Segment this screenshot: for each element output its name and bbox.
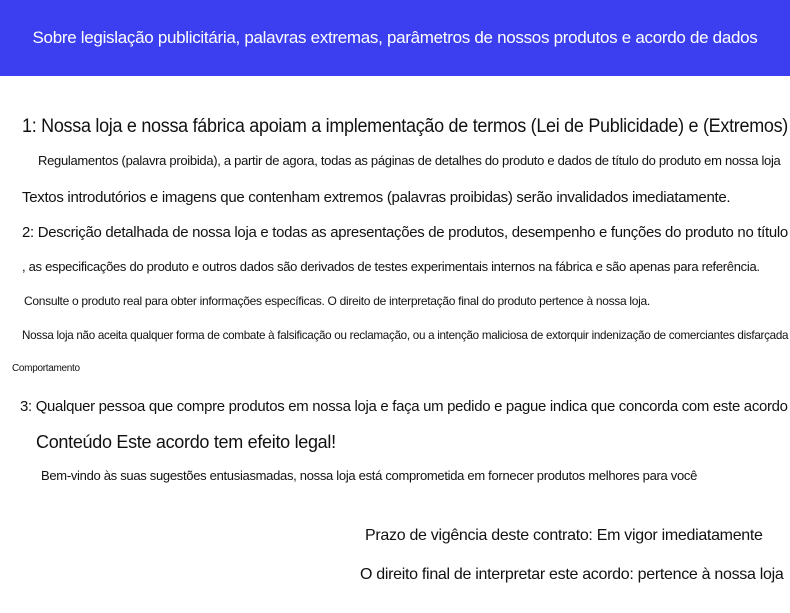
clause-1-detail: Regulamentos (palavra proibida), a partir de agora, todas as páginas de detalhes do produto e dados de título do produto em nossa loja (38, 153, 781, 168)
clause-2-heading: 2: Descrição detalhada de nossa loja e todas as apresentações de produtos, desempenho e funções do produto no título (22, 224, 788, 241)
clause-2-reference-note: Consulte o produto real para obter informações específicas. O direito de interpretação final do produto pertence à nossa loja. (24, 294, 650, 308)
final-interpretation-right: O direito final de interpretar este acordo: pertence à nossa loja (360, 566, 784, 583)
clause-1-consequence: Textos introdutórios e imagens que contenham extremos (palavras proibidas) serão invalidados imediatamente. (22, 189, 731, 206)
clause-2-detail: , as especificações do produto e outros dados são derivados de testes experimentais internos na fábrica e são apenas para referência. (22, 259, 760, 274)
clause-1-heading: 1: Nossa loja e nossa fábrica apoiam a implementação de termos (Lei de Publicidade) e (Extremos) (22, 116, 789, 137)
clause-2-complaint-note: Nossa loja não aceita qualquer forma de combate à falsificação ou reclamação, ou a intenção maliciosa de extorquir indenização de comerciantes disfarçada (22, 328, 789, 342)
clause-3-heading: 3: Qualquer pessoa que compre produtos em nossa loja e faça um pedido e pague indica que concorda com este acordo (20, 398, 788, 415)
banner-title: Sobre legislação publicitária, palavras extremas, parâmetros de nossos produtos e acordo de dados (32, 28, 758, 47)
contract-validity-term: Prazo de vigência deste contrato: Em vigor imediatamente (365, 527, 763, 544)
clause-2-behavior-word: Comportamento (12, 363, 80, 374)
welcome-suggestions-text: Bem-vindo às suas sugestões entusiasmadas, nossa loja está comprometida em fornecer produtos melhores para você (41, 468, 698, 483)
header-banner (0, 0, 790, 76)
legal-effect-statement: Conteúdo Este acordo tem efeito legal! (36, 432, 336, 452)
